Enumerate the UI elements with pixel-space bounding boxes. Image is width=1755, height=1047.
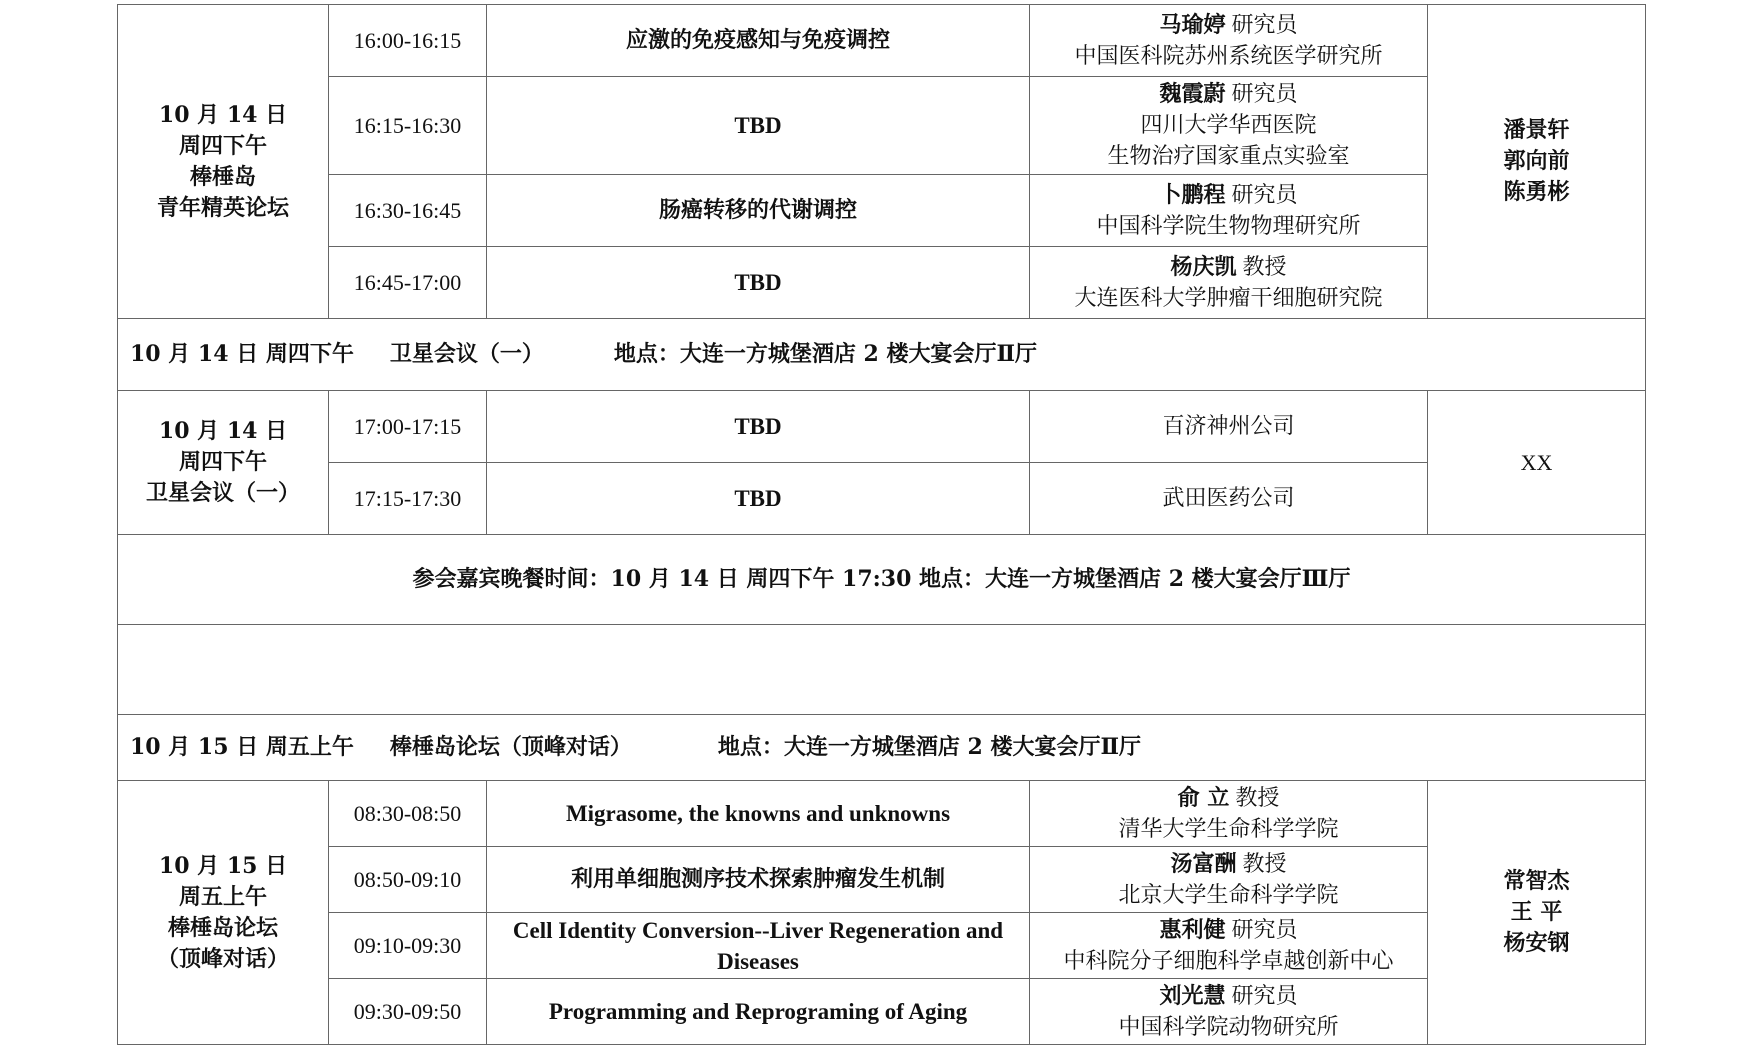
speaker-name: 魏霞蔚 (1159, 81, 1226, 107)
chairs-cell: XX (1428, 391, 1646, 535)
session-venue: 棒棰岛 (189, 163, 256, 190)
talk-title: Cell Identity Conversion--Liver Regeneration and Diseases (487, 913, 1030, 979)
talk-time: 09:30-09:50 (329, 979, 487, 1045)
talk-time: 08:50-09:10 (329, 847, 487, 913)
speaker-cell (1030, 5, 1428, 77)
talk-title: TBD (487, 77, 1030, 175)
chair-name: 杨安钢 (1503, 930, 1570, 956)
banner-location: 地点：大连一方城堡酒店 2 楼大宴会厅Ⅱ厅 (717, 734, 1142, 760)
speaker-role: 教授 (1235, 785, 1280, 811)
speaker-role: 研究员 (1231, 12, 1298, 38)
chair-name: 郭向前 (1503, 148, 1570, 174)
company-name: 百济神州公司 (1030, 391, 1428, 463)
empty-row (118, 625, 1646, 715)
table-row (118, 5, 1646, 77)
session-period: 周四下午 (178, 449, 267, 475)
talk-time: 08:30-08:50 (329, 781, 487, 847)
speaker-affiliation: 中国医科院苏州系统医学研究所 (1074, 43, 1383, 69)
speaker-name: 俞 立 (1177, 784, 1230, 811)
session-name: 青年精英论坛 (156, 194, 289, 221)
chairs-cell (1428, 5, 1646, 319)
session-name: 卫星会议（一） (145, 480, 300, 506)
session-day-cell (118, 781, 329, 1045)
table-row (118, 175, 1646, 247)
banner-title: 卫星会议（一） (389, 341, 544, 367)
talk-title: 利用单细胞测序技术探索肿瘤发生机制 (487, 847, 1030, 913)
speaker-name: 马瑜婷 (1159, 11, 1226, 38)
speaker-cell (1030, 979, 1428, 1045)
table-row (118, 319, 1646, 391)
speaker-name: 惠利健 (1159, 916, 1226, 943)
talk-time: 16:00-16:15 (329, 5, 487, 77)
schedule-table (117, 4, 1646, 1045)
session-day-cell (118, 391, 329, 535)
session-day-cell (118, 5, 329, 319)
chair-name: 常智杰 (1503, 868, 1570, 894)
session-name: （顶峰对话） (156, 945, 289, 972)
session-period: 周四下午 (178, 132, 267, 159)
speaker-affiliation: 中科院分子细胞科学卓越创新中心 (1063, 948, 1394, 974)
speaker-role: 教授 (1242, 851, 1287, 877)
talk-title: TBD (487, 247, 1030, 319)
speaker-affiliation: 四川大学华西医院 (1140, 113, 1317, 138)
table-row (118, 979, 1646, 1045)
session-banner (118, 715, 1646, 781)
chair-name: 潘景轩 (1503, 117, 1570, 143)
empty-cell (118, 625, 1646, 715)
speaker-role: 研究员 (1231, 917, 1298, 943)
talk-time: 16:15-16:30 (329, 77, 487, 175)
speaker-name: 卜鹏程 (1159, 181, 1226, 208)
banner-date: 10 月 14 日 周四下午 (130, 341, 354, 367)
speaker-role: 研究员 (1231, 182, 1298, 208)
chairs-cell (1428, 781, 1646, 1045)
table-row (118, 847, 1646, 913)
session-venue: 棒棰岛论坛 (167, 914, 278, 941)
talk-time: 16:45-17:00 (329, 247, 487, 319)
speaker-affiliation: 生物治疗国家重点实验室 (1107, 144, 1350, 169)
talk-time: 17:15-17:30 (329, 463, 487, 535)
talk-time: 16:30-16:45 (329, 175, 487, 247)
talk-title: Programming and Reprograming of Aging (487, 979, 1030, 1045)
speaker-role: 研究员 (1231, 983, 1298, 1009)
table-row (118, 77, 1646, 175)
banner-title: 棒棰岛论坛（顶峰对话） (389, 734, 632, 760)
dinner-notice: 参会嘉宾晚餐时间：10 月 14 日 周四下午 17:30 地点：大连一方城堡酒店 2 楼大宴会厅Ⅲ厅 (118, 535, 1646, 625)
talk-title: TBD (487, 463, 1030, 535)
speaker-cell (1030, 847, 1428, 913)
talk-title: TBD (487, 391, 1030, 463)
speaker-cell (1030, 913, 1428, 979)
banner-date: 10 月 15 日 周五上午 (130, 734, 354, 760)
speaker-affiliation: 中国科学院生物物理研究所 (1096, 213, 1361, 239)
talk-time: 09:10-09:30 (329, 913, 487, 979)
chair-name: 陈勇彬 (1503, 179, 1570, 205)
speaker-cell (1030, 781, 1428, 847)
speaker-name: 刘光慧 (1159, 982, 1226, 1009)
speaker-cell (1030, 77, 1428, 175)
speaker-affiliation: 中国科学院动物研究所 (1118, 1014, 1339, 1040)
session-date: 10 月 14 日 (158, 418, 288, 444)
table-row (118, 463, 1646, 535)
table-row (118, 247, 1646, 319)
session-banner (118, 319, 1646, 391)
talk-title: Migrasome, the knowns and unknowns (487, 781, 1030, 847)
table-row (118, 715, 1646, 781)
speaker-role: 研究员 (1231, 82, 1298, 107)
speaker-affiliation: 北京大学生命科学学院 (1118, 882, 1339, 908)
speaker-affiliation: 清华大学生命科学学院 (1118, 816, 1339, 842)
speaker-role: 教授 (1242, 254, 1287, 280)
session-date: 10 月 14 日 (158, 101, 288, 128)
table-row (118, 535, 1646, 625)
talk-title: 应激的免疫感知与免疫调控 (487, 5, 1030, 77)
session-date: 10 月 15 日 (158, 852, 288, 879)
session-period: 周五上午 (178, 883, 267, 910)
table-row (118, 391, 1646, 463)
banner-location: 地点：大连一方城堡酒店 2 楼大宴会厅Ⅱ厅 (613, 341, 1038, 367)
table-row (118, 781, 1646, 847)
speaker-cell (1030, 247, 1428, 319)
speaker-name: 汤富酬 (1170, 850, 1237, 877)
talk-time: 17:00-17:15 (329, 391, 487, 463)
speaker-cell (1030, 175, 1428, 247)
company-name: 武田医药公司 (1030, 463, 1428, 535)
speaker-name: 杨庆凯 (1170, 253, 1237, 280)
talk-title: 肠癌转移的代谢调控 (487, 175, 1030, 247)
chair-name: 王 平 (1510, 899, 1563, 925)
table-row (118, 913, 1646, 979)
speaker-affiliation: 大连医科大学肿瘤干细胞研究院 (1074, 285, 1383, 311)
